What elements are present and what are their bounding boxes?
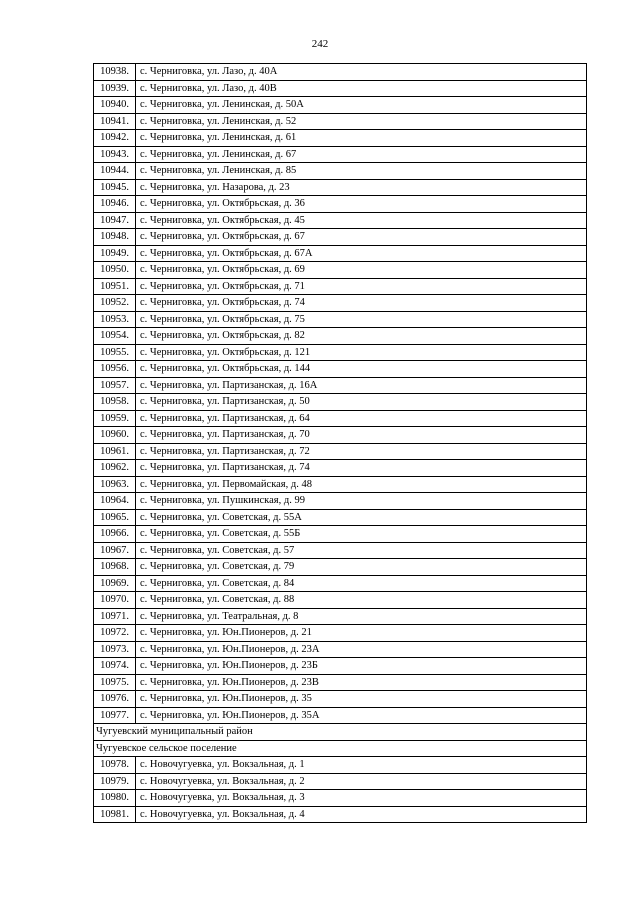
row-number: 10939. bbox=[94, 80, 136, 97]
table-row bbox=[94, 212, 587, 229]
row-number: 10966. bbox=[94, 526, 136, 543]
address-table-body bbox=[94, 64, 587, 823]
row-address: с. Черниговка, ул. Юн.Пионеров, д. 23А bbox=[136, 641, 587, 658]
table-row bbox=[94, 509, 587, 526]
table-row bbox=[94, 377, 587, 394]
table-row bbox=[94, 245, 587, 262]
row-address: с. Черниговка, ул. Октябрьская, д. 67 bbox=[136, 229, 587, 246]
table-row bbox=[94, 443, 587, 460]
row-number: 10941. bbox=[94, 113, 136, 130]
row-address: с. Черниговка, ул. Юн.Пионеров, д. 23В bbox=[136, 674, 587, 691]
row-number: 10943. bbox=[94, 146, 136, 163]
page-number: 242 bbox=[311, 38, 329, 50]
row-address: с. Черниговка, ул. Октябрьская, д. 82 bbox=[136, 328, 587, 345]
row-number: 10965. bbox=[94, 509, 136, 526]
table-row bbox=[94, 757, 587, 774]
table-row bbox=[94, 493, 587, 510]
table-row bbox=[94, 592, 587, 609]
table-row bbox=[94, 658, 587, 675]
table-row bbox=[94, 773, 587, 790]
row-address: с. Черниговка, ул. Лазо, д. 40А bbox=[136, 64, 587, 81]
row-number: 10961. bbox=[94, 443, 136, 460]
row-number: 10973. bbox=[94, 641, 136, 658]
table-row bbox=[94, 625, 587, 642]
row-number: 10950. bbox=[94, 262, 136, 279]
row-address: с. Черниговка, ул. Октябрьская, д. 36 bbox=[136, 196, 587, 213]
row-number: 10948. bbox=[94, 229, 136, 246]
row-number: 10968. bbox=[94, 559, 136, 576]
table-row bbox=[94, 575, 587, 592]
row-number: 10951. bbox=[94, 278, 136, 295]
table-row bbox=[94, 559, 587, 576]
table-row bbox=[94, 130, 587, 147]
table-row bbox=[94, 542, 587, 559]
row-number: 10960. bbox=[94, 427, 136, 444]
row-number: 10962. bbox=[94, 460, 136, 477]
table-row bbox=[94, 427, 587, 444]
row-number: 10956. bbox=[94, 361, 136, 378]
row-number: 10978. bbox=[94, 757, 136, 774]
row-address: с. Черниговка, ул. Советская, д. 84 bbox=[136, 575, 587, 592]
row-address: с. Черниговка, ул. Юн.Пионеров, д. 35А bbox=[136, 707, 587, 724]
row-number: 10940. bbox=[94, 97, 136, 114]
row-number: 10958. bbox=[94, 394, 136, 411]
table-row bbox=[94, 394, 587, 411]
row-address: с. Новочугуевка, ул. Вокзальная, д. 2 bbox=[136, 773, 587, 790]
row-number: 10955. bbox=[94, 344, 136, 361]
table-row bbox=[94, 641, 587, 658]
row-address: с. Черниговка, ул. Ленинская, д. 61 bbox=[136, 130, 587, 147]
row-number: 10964. bbox=[94, 493, 136, 510]
row-address: с. Черниговка, ул. Советская, д. 55Б bbox=[136, 526, 587, 543]
row-address: с. Черниговка, ул. Октябрьская, д. 45 bbox=[136, 212, 587, 229]
row-address: с. Черниговка, ул. Октябрьская, д. 74 bbox=[136, 295, 587, 312]
row-number: 10949. bbox=[94, 245, 136, 262]
row-number: 10972. bbox=[94, 625, 136, 642]
row-number: 10952. bbox=[94, 295, 136, 312]
table-row bbox=[94, 328, 587, 345]
row-number: 10979. bbox=[94, 773, 136, 790]
table-row bbox=[94, 608, 587, 625]
row-address: с. Черниговка, ул. Юн.Пионеров, д. 21 bbox=[136, 625, 587, 642]
section-title: Чугуевский муниципальный район bbox=[94, 724, 587, 741]
table-row bbox=[94, 97, 587, 114]
row-number: 10957. bbox=[94, 377, 136, 394]
section-row bbox=[94, 740, 587, 757]
row-address: с. Черниговка, ул. Октябрьская, д. 75 bbox=[136, 311, 587, 328]
row-address: с. Черниговка, ул. Ленинская, д. 50А bbox=[136, 97, 587, 114]
table-row bbox=[94, 163, 587, 180]
table-row bbox=[94, 196, 587, 213]
row-address: с. Черниговка, ул. Партизанская, д. 50 bbox=[136, 394, 587, 411]
table-row bbox=[94, 674, 587, 691]
row-address: с. Черниговка, ул. Ленинская, д. 67 bbox=[136, 146, 587, 163]
table-row bbox=[94, 80, 587, 97]
row-address: с. Черниговка, ул. Октябрьская, д. 71 bbox=[136, 278, 587, 295]
row-number: 10963. bbox=[94, 476, 136, 493]
row-number: 10942. bbox=[94, 130, 136, 147]
row-address: с. Новочугуевка, ул. Вокзальная, д. 4 bbox=[136, 806, 587, 823]
row-address: с. Черниговка, ул. Партизанская, д. 16А bbox=[136, 377, 587, 394]
table-row bbox=[94, 526, 587, 543]
row-number: 10953. bbox=[94, 311, 136, 328]
row-number: 10971. bbox=[94, 608, 136, 625]
row-address: с. Черниговка, ул. Партизанская, д. 70 bbox=[136, 427, 587, 444]
table-row bbox=[94, 295, 587, 312]
row-address: с. Черниговка, ул. Партизанская, д. 64 bbox=[136, 410, 587, 427]
row-address: с. Черниговка, ул. Советская, д. 55А bbox=[136, 509, 587, 526]
row-number: 10970. bbox=[94, 592, 136, 609]
row-address: с. Черниговка, ул. Ленинская, д. 52 bbox=[136, 113, 587, 130]
table-row bbox=[94, 806, 587, 823]
row-address: с. Черниговка, ул. Октябрьская, д. 69 bbox=[136, 262, 587, 279]
row-address: с. Черниговка, ул. Юн.Пионеров, д. 35 bbox=[136, 691, 587, 708]
row-address: с. Черниговка, ул. Ленинская, д. 85 bbox=[136, 163, 587, 180]
row-number: 10954. bbox=[94, 328, 136, 345]
table-row bbox=[94, 691, 587, 708]
row-number: 10974. bbox=[94, 658, 136, 675]
row-address: с. Черниговка, ул. Назарова, д. 23 bbox=[136, 179, 587, 196]
row-number: 10967. bbox=[94, 542, 136, 559]
row-number: 10969. bbox=[94, 575, 136, 592]
row-address: с. Черниговка, ул. Советская, д. 88 bbox=[136, 592, 587, 609]
row-address: с. Черниговка, ул. Пушкинская, д. 99 bbox=[136, 493, 587, 510]
row-address: с. Черниговка, ул. Октябрьская, д. 144 bbox=[136, 361, 587, 378]
row-address: с. Черниговка, ул. Партизанская, д. 74 bbox=[136, 460, 587, 477]
section-row bbox=[94, 724, 587, 741]
row-number: 10977. bbox=[94, 707, 136, 724]
table-row bbox=[94, 113, 587, 130]
row-address: с. Черниговка, ул. Партизанская, д. 72 bbox=[136, 443, 587, 460]
row-address: с. Черниговка, ул. Советская, д. 79 bbox=[136, 559, 587, 576]
row-address: с. Черниговка, ул. Советская, д. 57 bbox=[136, 542, 587, 559]
row-address: с. Черниговка, ул. Лазо, д. 40В bbox=[136, 80, 587, 97]
row-address: с. Новочугуевка, ул. Вокзальная, д. 3 bbox=[136, 790, 587, 807]
row-number: 10938. bbox=[94, 64, 136, 81]
row-number: 10976. bbox=[94, 691, 136, 708]
section-title: Чугуевское сельское поселение bbox=[94, 740, 587, 757]
table-row bbox=[94, 410, 587, 427]
row-address: с. Черниговка, ул. Первомайская, д. 48 bbox=[136, 476, 587, 493]
table-row bbox=[94, 229, 587, 246]
row-number: 10980. bbox=[94, 790, 136, 807]
table-row bbox=[94, 179, 587, 196]
row-number: 10944. bbox=[94, 163, 136, 180]
row-number: 10946. bbox=[94, 196, 136, 213]
row-address: с. Новочугуевка, ул. Вокзальная, д. 1 bbox=[136, 757, 587, 774]
row-address: с. Черниговка, ул. Октябрьская, д. 121 bbox=[136, 344, 587, 361]
table-row bbox=[94, 476, 587, 493]
table-row bbox=[94, 460, 587, 477]
row-address: с. Черниговка, ул. Юн.Пионеров, д. 23Б bbox=[136, 658, 587, 675]
row-number: 10959. bbox=[94, 410, 136, 427]
row-address: с. Черниговка, ул. Октябрьская, д. 67А bbox=[136, 245, 587, 262]
row-number: 10981. bbox=[94, 806, 136, 823]
address-table bbox=[93, 63, 587, 823]
row-number: 10975. bbox=[94, 674, 136, 691]
row-address: с. Черниговка, ул. Театральная, д. 8 bbox=[136, 608, 587, 625]
table-row bbox=[94, 278, 587, 295]
table-row bbox=[94, 146, 587, 163]
table-row bbox=[94, 344, 587, 361]
row-number: 10947. bbox=[94, 212, 136, 229]
table-row bbox=[94, 262, 587, 279]
table-row bbox=[94, 311, 587, 328]
row-number: 10945. bbox=[94, 179, 136, 196]
table-row bbox=[94, 707, 587, 724]
table-row bbox=[94, 361, 587, 378]
table-row bbox=[94, 790, 587, 807]
table-row bbox=[94, 64, 587, 81]
